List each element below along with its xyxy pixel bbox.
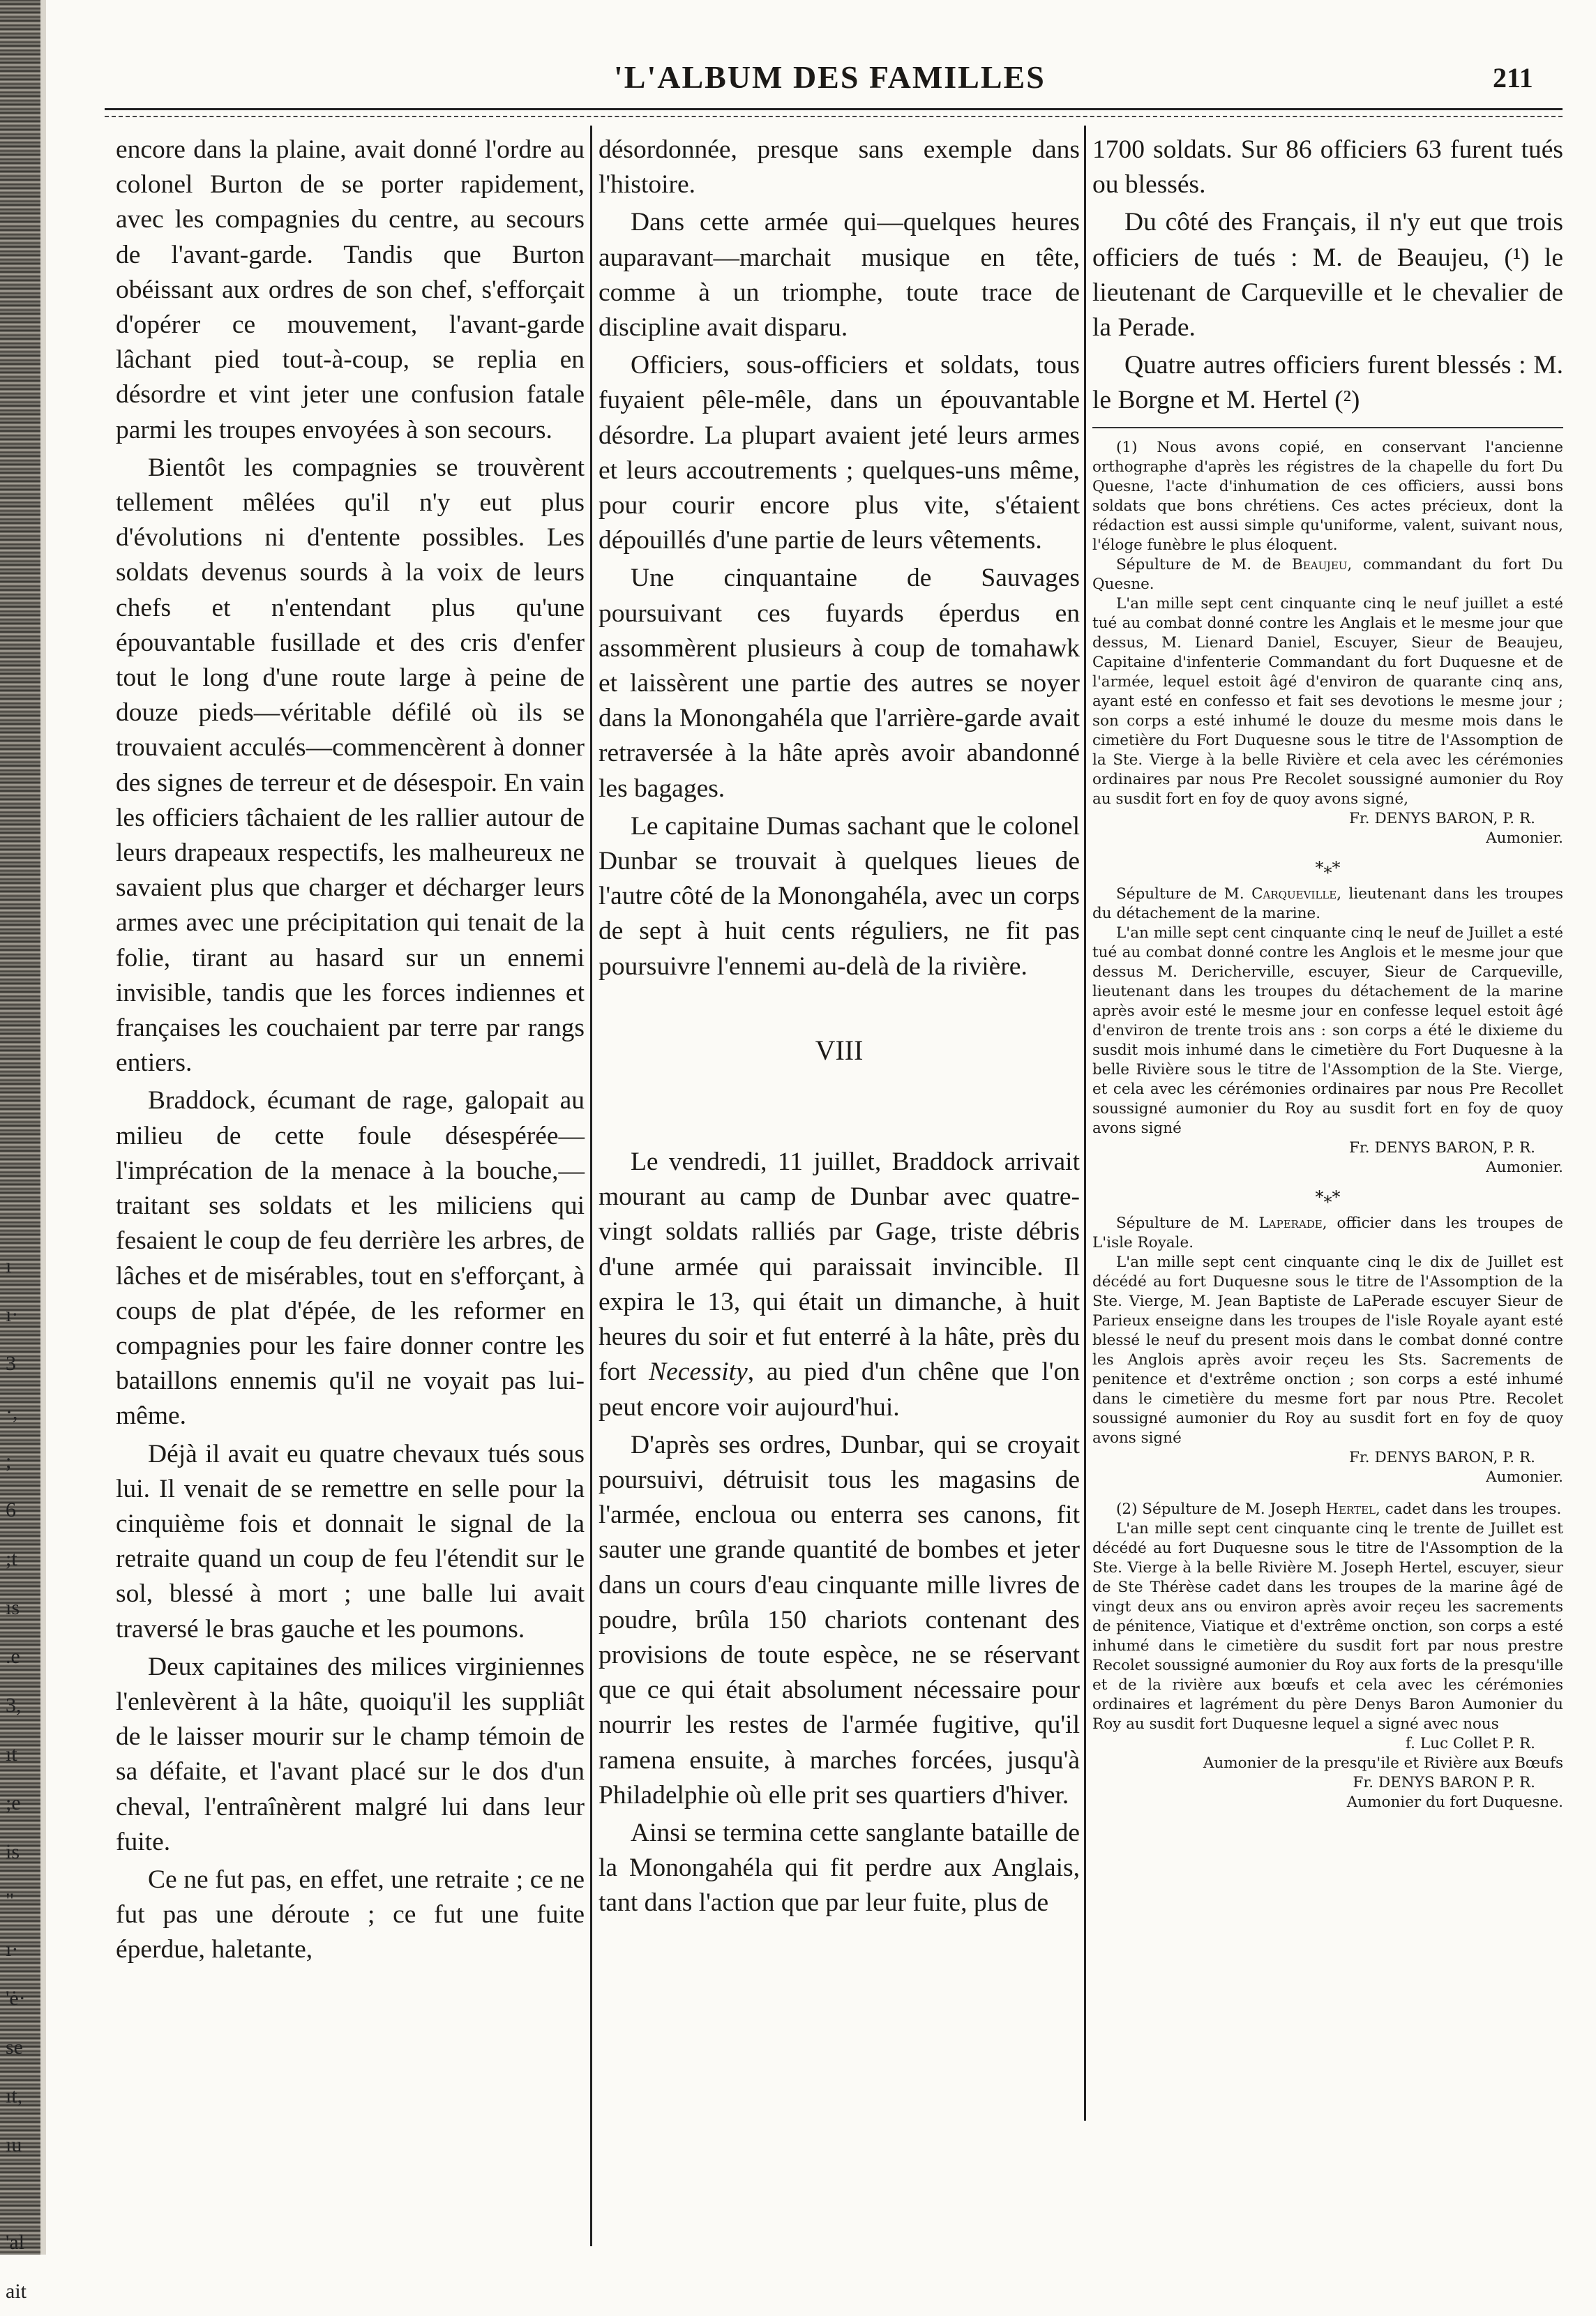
signature: Fr. DENYS BARON P. R. <box>1353 1773 1535 1791</box>
footnote-body: L'an mille sept cent cinquante cinq le neuf juillet a esté tué au combat donné contre les Anglais et le mesme jour que dessus, M. Lienard Daniel, Escuyer, Sieur de Beaujeu, Capitaine d'infenterie Commandant du fort Duquesne et de l'armée, lequel estoit âgé d'environ de quarante cinq ans, ayant esté en confesso et fait ses devotions le mesme jour ; son corps a esté inhumé le douze du mesme mois dans le cimetière du Fort Duquesne sous le titre de l'Assomption de la Ste. Vierge à la belle Rivière et cela avec les cérémonies ordinaires par nous Pre Recolet soussigné aumonier du Roy au susdit fort en foy de quoy avons signé, <box>1092 594 1563 808</box>
paragraph: Quatre autres officiers furent blessés : M. le Borgne et M. Hertel (²) <box>1092 351 1563 415</box>
paragraph: Officiers, sous-officiers et soldats, tous fuyaient pêle-mêle, dans un épouvantable désordre. La plupart avaient jeté leurs armes et leurs accoutrements ; quelques-uns même, pour courir encore plus vite, s'étaient dépouillés d'une partie de leurs vêtements. <box>598 351 1080 555</box>
heading-text: (2) Sépulture de M. Joseph <box>1116 1500 1326 1518</box>
header-rule <box>105 108 1563 110</box>
header-rule-dashed <box>105 116 1563 117</box>
signature-role: Aumonier. <box>1486 1468 1563 1486</box>
paragraph: Une cinquantaine de Sauvages poursuivant ces fuyards éperdus en assommèrent plusieurs à coup de tomahawk et laissèrent une partie des autres se noyer dans la Monongahéla que l'arrière-garde avait retraversée à la hâte après avoir abandonné les bagages. <box>598 564 1080 803</box>
signature-role: Aumonier de la presqu'ile et Rivière aux Bœufs <box>1203 1754 1563 1772</box>
signature: f. Luc Collet P. R. <box>1405 1734 1535 1752</box>
signature-role: Aumonier. <box>1486 829 1563 847</box>
paragraph: désordonnée, presque sans exemple dans l'histoire. <box>598 135 1080 200</box>
footnote-body: L'an mille sept cent cinquante cinq le dix de Juillet est décédé au fort Duquesne sous le titre de l'Assomption de la Ste. Vierge, M. Jean Baptiste de LaPerade escuyer Sieur de Parieux enseigne dans les troupes de l'isle Royale ayant esté blessé le neuf du present mois dans le combat donné contre les Anglois après avoir reçeu les Sts. Sacrements de penitence et d'extrême onction ; son corps a esté inhumé dans le cimetière du mesme fort par nous Ptre. Recolet soussigné aumonier du Roy au susdit fort en foy de quoy avons signé <box>1092 1253 1563 1447</box>
paragraph: Du côté des Français, il n'y eut que trois officiers de tués : M. de Beaujeu, (¹) le lieutenant de Carqueville et le chevalier de la Perade. <box>1092 208 1563 343</box>
column-2 <box>598 133 1080 1924</box>
paragraph: Ainsi se termina cette sanglante bataille de la Monongahéla qui fit perdre aux Anglais, tant dans l'action que par leur fuite, plus de <box>598 1818 1080 1918</box>
footnote-heading <box>1092 885 1563 924</box>
footnote-heading <box>1092 555 1563 594</box>
paragraph: Déjà il avait eu quatre chevaux tués sous lui. Il venait de se remettre en selle pour la cinquième fois et donnait le signal de la retraite quand un coup de feu l'étendit sur le sol, blessé à mort ; une balle lui avait traversé le bras gauche et les poumons. <box>116 1439 585 1644</box>
footnote-4 <box>1092 1500 1563 1812</box>
paragraph: Bientôt les compagnies se trouvèrent tellement mêlées qu'il n'y eut plus d'évolutions ni d'entente possibles. Les soldats devenus sourds à la voix de leurs chefs et n'entendant plus qu'une épouvantable fusillade et des cris d'enfer tout le long d'une route large à peine de douze pieds—véritable défilé où ils se trouvaient acculés—commencèrent à donner des signes de terreur et de désespoir. En vain les officiers tâchaient de les rallier autour de leurs drapeaux respectifs, les malheureux ne savaient plus que charger et décharger leurs armes avec une précipitation qui tenait de la folie, tirant au hasard sur un ennemi invisible, tandis que les forces indiennes et françaises les couchaient par terre par rangs entiers. <box>116 453 585 1078</box>
signature: Fr. DENYS BARON, P. R. <box>1348 1448 1535 1466</box>
footnote-2 <box>1092 885 1563 1178</box>
footnote-1 <box>1092 438 1563 848</box>
page-number: 211 <box>1493 62 1533 93</box>
paragraph-text: Le vendredi, 11 juillet, Braddock arrivait mourant au camp de Dunbar avec quatre-vingt soldats ralliés par Gage, triste débris d'une armée qui paraissait invincible. Il expira le 13, qui était un dimanche, à huit heures du soir et fut enterré à la hâte, près du fort <box>598 1148 1080 1387</box>
footnote-heading <box>1092 1214 1563 1253</box>
signature-role: Aumonier. <box>1486 1158 1563 1176</box>
column-divider-2 <box>1084 126 1086 2121</box>
paragraph: Le capitaine Dumas sachant que le colonel Dunbar se trouvait à quelques lieues de l'autre côté de la Monongahéla, avec un corps de sept à huit cents réguliers, ne fit pas poursuivre l'ennemi au-delà de la rivière. <box>598 811 1080 981</box>
paragraph: Braddock, écumant de rage, galopait au milieu de cette foule désespérée—l'imprécation de la menace à la bouche,—traitant ses soldats et les miliciens qui fesaient le coup de feu derrière les arbres, de lâches et de misérables, tout en s'efforçant, à coups de plat d'épée, de les reformer en compagnies pour les faire donner contre les bataillons ennemis qu'il ne voyait pas lui-même. <box>116 1086 585 1431</box>
signature: Fr. DENYS BARON, P. R. <box>1348 809 1535 827</box>
heading-text: , commandant du fort Du Quesne. <box>1092 555 1563 593</box>
officer-name: Beaujeu <box>1291 555 1348 573</box>
paragraph: Dans cette armée qui—quelques heures auparavant—marchait musique en tête, comme à un triomphe, toute trace de discipline avait disparu. <box>598 208 1080 343</box>
signature-role: Aumonier du fort Duquesne. <box>1346 1793 1563 1811</box>
paragraph: 1700 soldats. Sur 86 officiers 63 furent tués ou blessés. <box>1092 135 1563 200</box>
paragraph: encore dans la plaine, avait donné l'ordre au colonel Burton de se porter rapidement, avec les compagnies du centre, au secours de l'avant-garde. Tandis que Burton obéissant aux ordres de son chef, s'efforçait d'opérer ce mouvement, l'avant-garde lâchant pied tout-à-coup, se replia en désordre et vint jeter une confusion fatale parmi les troupes envoyées à son secours. <box>116 135 585 444</box>
footnote-3 <box>1092 1214 1563 1487</box>
column-divider-1 <box>590 126 592 2246</box>
officer-name: Hertel <box>1325 1500 1376 1518</box>
paragraph <box>598 1145 1080 1425</box>
footnote-heading <box>1092 1500 1563 1519</box>
column-3 <box>1092 133 1563 1817</box>
paragraph: Ce ne fut pas, en effet, une retraite ; ce ne fut pas une déroute ; ce fut une fuite éperdue, haletante, <box>116 1865 585 1964</box>
paragraph: Deux capitaines des milices virginiennes l'enlevèrent à la hâte, quoiqu'il les suppliât de le laisser mourir sur le champ témoin de sa défaite, et l'avant placé sur le dos d'un cheval, l'entraînèrent malgré lui dans leur fuite. <box>116 1652 585 1856</box>
footnote-body: L'an mille sept cent cinquante cinq le trente de Juillet est décédé au fort Duquesne sous le titre de l'Assomption de la Ste. Vierge à la belle Rivière M. Joseph Hertel, escuyer, sieur de Ste Thérèse cadet dans les troupes de la marine âgé de vingt deux ans ou environ après avoir reçeu les sacrements de pénitence, Viatique et d'extrême onction, son corps a esté inhumé dans le cimetière du susdit fort par nous prestre Recolet soussigné aumonier du Roy aux forts de la presqu'ille et de la rivière aux bœufs et cela avec les cérémonies ordinaires et lagrément du père Denys Baron Aumonier du Roy au susdit fort Duquesne lequel a signé avec nous <box>1092 1519 1563 1733</box>
heading-text: Sépulture de M. de <box>1116 555 1292 573</box>
footnotes <box>1092 438 1563 1812</box>
footnote-rule <box>1092 427 1563 428</box>
signature: Fr. DENYS BARON, P. R. <box>1348 1138 1535 1157</box>
paragraph: D'après ses ordres, Dunbar, qui se croyait poursuivi, détruisit tous les magasins de l'armée, encloua ou enterra ses canons, fit sauter une grande quantité de bombes et jeter dans un cours d'eau cinquante mille livres de poudre, brûla 150 chariots contenant des provisions de toute espèce, ne se réservant que ce qui était absolument nécessaire pour nourrir les restes de l'armée fugitive, qu'il ramena ensuite, à marches forcées, jusqu'à Philadelphie où elle prit ses quartiers d'hiver. <box>598 1430 1080 1810</box>
paragraph-text: , au pied d'un chêne que l'on peut encore voir aujourd'hui. <box>598 1358 1080 1422</box>
footnote-intro: (1) Nous avons copié, en conservant l'ancienne orthographe d'après les régistres de la chapelle du fort Du Quesne, l'acte d'inhumation de ces officiers, aussi bons soldats que bons chrétiens. Ces actes précieux, dont la rédaction est aussi simple qu'uniforme, valent, suivant nous, l'éloge funèbre le plus éloquent. <box>1092 438 1563 554</box>
officer-name: Carqueville <box>1251 885 1337 903</box>
asterism: *⁎* <box>1315 857 1341 878</box>
officer-name: Laperade <box>1258 1214 1323 1232</box>
heading-text: Sépulture de M. <box>1116 1214 1259 1232</box>
column-1 <box>116 133 585 1971</box>
heading-text: , lieutenant dans les troupes du détachement de la marine. <box>1092 885 1563 922</box>
asterism: *⁎* <box>1315 1187 1341 1207</box>
adjacent-page-fragments: ı ı· 3 ·, ; 6 ;t ıs .e 3, ıt ;e is " ı· 'ė· se ıt, ıu 'al ait <box>6 1254 27 2303</box>
heading-text: Sépulture de M. <box>1116 885 1252 903</box>
heading-text: , officier dans les troupes de L'isle Royale. <box>1092 1214 1563 1251</box>
running-header-title: 'L'ALBUM DES FAMILLES <box>614 59 1046 95</box>
fort-name: Necessity <box>649 1358 748 1387</box>
heading-text: , cadet dans les troupes. <box>1375 1500 1562 1518</box>
footnote-body: L'an mille sept cent cinquante cinq le neuf de Juillet a esté tué au combat donné contre les Anglois et le mesme jour que dessus M. Dericherville, escuyer, Sieur de Carqueville, lieutenant dans les troupes du détachement de la marine après avoir esté le mesme jour en confesse lequel estoit âgé d'environ de trente trois ans : son corps a été le dixieme du susdit mois inhumé dans le cimetière du Fort Duquesne à la belle Rivière sous le titre de l'Assomption de la Ste. Vierge, et cela avec les cérémonies ordinaires par nous Pre Recollet soussigné aumonier du Roy au susdit fort en foy de quoy avons signé <box>1092 924 1563 1137</box>
section-heading: VIII <box>815 1034 864 1066</box>
